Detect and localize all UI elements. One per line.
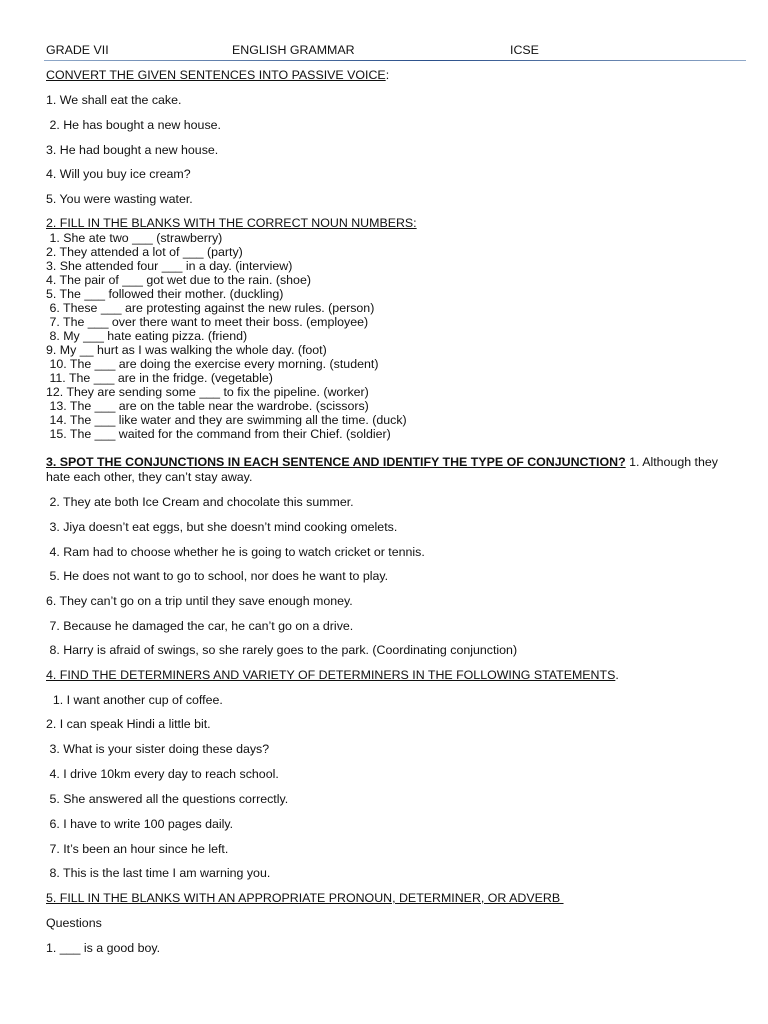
list-item: 4. Will you buy ice cream?	[46, 167, 191, 181]
list-item: 13. The ___ are on the table near the wardrobe. (scissors)	[46, 399, 369, 413]
header-board: ICSE	[510, 43, 539, 57]
list-item: 4. Ram had to choose whether he is going to watch cricket or tennis.	[46, 545, 425, 559]
list-item: 9. My __ hurt as I was walking the whole day. (foot)	[46, 343, 327, 357]
section1-title-suffix: :	[385, 68, 390, 82]
list-item: 2. They ate both Ice Cream and chocolate this summer.	[46, 495, 354, 509]
list-item: 7. The ___ over there want to meet their boss. (employee)	[46, 315, 369, 329]
header-divider	[44, 60, 746, 61]
section5-subheading: Questions	[46, 916, 102, 930]
list-item: 8. Harry is afraid of swings, so she rarely goes to the park. (Coordinating conjunction)	[46, 643, 518, 657]
list-item: 1. We shall eat the cake.	[46, 93, 182, 107]
section2-title: 2. FILL IN THE BLANKS WITH THE CORRECT NOUN NUMBERS:	[46, 216, 417, 230]
header-grade: GRADE VII	[46, 43, 109, 57]
list-item: 2. He has bought a new house.	[46, 118, 221, 132]
header-subject: ENGLISH GRAMMAR	[232, 43, 355, 57]
list-item: 7. Because he damaged the car, he can’t go on a drive.	[46, 619, 354, 633]
section4-heading	[46, 668, 619, 682]
list-item: 4. I drive 10km every day to reach school.	[46, 767, 279, 781]
list-item: 3. Jiya doesn’t eat eggs, but she doesn’t mind cooking omelets.	[46, 520, 398, 534]
list-item: 3. She attended four ___ in a day. (interview)	[46, 259, 293, 273]
section1-heading	[46, 68, 389, 82]
list-item: 5. The ___ followed their mother. (duckling)	[46, 287, 284, 301]
list-item: 11. The ___ are in the fridge. (vegetable)	[46, 371, 273, 385]
list-item: 5. You were wasting water.	[46, 192, 193, 206]
list-item: 3. He had bought a new house.	[46, 143, 219, 157]
list-item: 12. They are sending some ___ to fix the pipeline. (worker)	[46, 385, 369, 399]
list-item: 15. The ___ waited for the command from their Chief. (soldier)	[46, 427, 391, 441]
list-item: 14. The ___ like water and they are swimming all the time. (duck)	[46, 413, 407, 427]
list-item: 2. I can speak Hindi a little bit.	[46, 717, 211, 731]
list-item: 4. The pair of ___ got wet due to the rain. (shoe)	[46, 273, 311, 287]
section1-title: CONVERT THE GIVEN SENTENCES INTO PASSIVE VOICE	[46, 68, 386, 82]
section3-heading	[46, 455, 726, 485]
section4-title-suffix: .	[615, 668, 619, 682]
list-item: 10. The ___ are doing the exercise every morning. (student)	[46, 357, 379, 371]
list-item: 6. These ___ are protesting against the new rules. (person)	[46, 301, 375, 315]
list-item: 1. I want another cup of coffee.	[46, 693, 223, 707]
list-item: 1. Although they hate each other, they can’t stay away.	[46, 455, 718, 484]
list-item: 6. They can’t go on a trip until they save enough money.	[46, 594, 353, 608]
list-item: 7. It’s been an hour since he left.	[46, 842, 229, 856]
list-item: 5. She answered all the questions correctly.	[46, 792, 289, 806]
list-item: 8. This is the last time I am warning you.	[46, 866, 271, 880]
list-item: 6. I have to write 100 pages daily.	[46, 817, 234, 831]
list-item: 1. ___ is a good boy.	[46, 941, 161, 955]
list-item: 5. He does not want to go to school, nor does he want to play.	[46, 569, 389, 583]
section3-title: 3. SPOT THE CONJUNCTIONS IN EACH SENTENCE AND IDENTIFY THE TYPE OF CONJUNCTION?	[46, 455, 626, 469]
section4-title: 4. FIND THE DETERMINERS AND VARIETY OF DETERMINERS IN THE FOLLOWING STATEMENTS	[46, 668, 616, 682]
list-item: 2. They attended a lot of ___ (party)	[46, 245, 243, 259]
list-item: 1. She ate two ___ (strawberry)	[46, 231, 223, 245]
list-item: 3. What is your sister doing these days?	[46, 742, 270, 756]
list-item: 8. My ___ hate eating pizza. (friend)	[46, 329, 248, 343]
section5-title: 5. FILL IN THE BLANKS WITH AN APPROPRIATE PRONOUN, DETERMINER, OR ADVERB	[46, 891, 564, 905]
